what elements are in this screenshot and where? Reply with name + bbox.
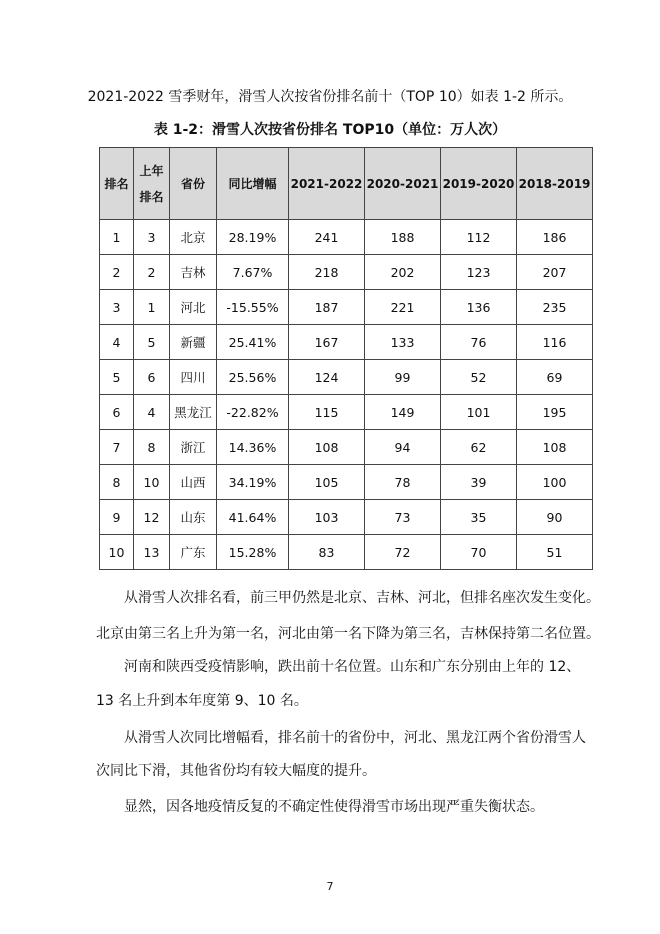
cell-2020-2021: 221 [365,290,441,325]
table-row [100,255,593,290]
cell-yoy: -22.82% [217,395,289,430]
cell-2019-2020: 76 [441,325,517,360]
paragraph-2-line-1: 河南和陕西受疫情影响，跌出前十名位置。山东和广东分别由上年的 12、 [124,659,581,675]
cell-province: 黑龙江 [170,395,217,430]
cell-rank: 3 [100,290,134,325]
table-row [100,220,593,255]
table-row [100,325,593,360]
cell-last-rank: 1 [134,290,170,325]
cell-province: 吉林 [170,255,217,290]
cell-yoy: 41.64% [217,500,289,535]
cell-yoy: 34.19% [217,465,289,500]
header-last-rank-line1: 上年 [139,163,164,178]
cell-2018-2019: 51 [517,535,593,570]
cell-2020-2021: 72 [365,535,441,570]
header-2021-2022: 2021-2022 [289,148,365,220]
cell-2021-2022: 108 [289,430,365,465]
cell-province: 四川 [170,360,217,395]
cell-2019-2020: 112 [441,220,517,255]
cell-2021-2022: 105 [289,465,365,500]
paragraph-2-line-2: 13 名上升到本年度第 9、10 名。 [96,693,308,709]
cell-last-rank: 5 [134,325,170,360]
cell-rank: 2 [100,255,134,290]
cell-2020-2021: 202 [365,255,441,290]
table-row [100,395,593,430]
cell-last-rank: 4 [134,395,170,430]
table-row [100,465,593,500]
cell-last-rank: 12 [134,500,170,535]
cell-2021-2022: 124 [289,360,365,395]
cell-rank: 4 [100,325,134,360]
cell-yoy: -15.55% [217,290,289,325]
cell-2018-2019: 207 [517,255,593,290]
cell-rank: 9 [100,500,134,535]
table-row [100,290,593,325]
cell-province: 山东 [170,500,217,535]
cell-2018-2019: 186 [517,220,593,255]
cell-last-rank: 8 [134,430,170,465]
cell-2018-2019: 116 [517,325,593,360]
cell-2018-2019: 195 [517,395,593,430]
cell-2018-2019: 100 [517,465,593,500]
cell-province: 河北 [170,290,217,325]
cell-yoy: 28.19% [217,220,289,255]
cell-province: 广东 [170,535,217,570]
cell-2020-2021: 78 [365,465,441,500]
table-row [100,430,593,465]
table-header-row [100,148,593,220]
header-2019-2020: 2019-2020 [441,148,517,220]
header-last-rank-line2: 排名 [139,189,164,204]
cell-2020-2021: 133 [365,325,441,360]
cell-2021-2022: 218 [289,255,365,290]
page-number: 7 [326,880,334,893]
cell-2020-2021: 73 [365,500,441,535]
cell-province: 浙江 [170,430,217,465]
cell-2021-2022: 103 [289,500,365,535]
header-last-rank [134,148,170,220]
header-yoy: 同比增幅 [217,148,289,220]
cell-2021-2022: 115 [289,395,365,430]
cell-2019-2020: 101 [441,395,517,430]
cell-rank: 10 [100,535,134,570]
cell-province: 新疆 [170,325,217,360]
cell-2019-2020: 70 [441,535,517,570]
cell-last-rank: 6 [134,360,170,395]
paragraph-3-line-1: 从滑雪人次同比增幅看，排名前十的省份中，河北、黑龙江两个省份滑雪人 [124,730,586,746]
cell-yoy: 14.36% [217,430,289,465]
cell-2018-2019: 235 [517,290,593,325]
cell-2018-2019: 90 [517,500,593,535]
ranking-table [99,147,593,570]
cell-2018-2019: 69 [517,360,593,395]
cell-last-rank: 10 [134,465,170,500]
cell-2019-2020: 52 [441,360,517,395]
intro-text: 2021-2022 雪季财年，滑雪人次按省份排名前十（TOP 10）如表 1-2 所示。 [87,89,573,105]
header-rank: 排名 [100,148,134,220]
paragraph-1-line-1: 从滑雪人次排名看，前三甲仍然是北京、吉林、河北，但排名座次发生变化。 [124,590,600,606]
cell-2021-2022: 187 [289,290,365,325]
table-row [100,535,593,570]
cell-2021-2022: 241 [289,220,365,255]
cell-yoy: 25.56% [217,360,289,395]
cell-province: 北京 [170,220,217,255]
cell-last-rank: 13 [134,535,170,570]
cell-2020-2021: 99 [365,360,441,395]
header-2020-2021: 2020-2021 [365,148,441,220]
cell-province: 山西 [170,465,217,500]
header-province: 省份 [170,148,217,220]
cell-2018-2019: 108 [517,430,593,465]
paragraph-3-line-2: 次同比下滑，其他省份均有较大幅度的提升。 [96,763,376,779]
cell-2019-2020: 62 [441,430,517,465]
cell-rank: 1 [100,220,134,255]
table-caption: 表 1-2：滑雪人次按省份排名 TOP10（单位：万人次） [153,122,507,138]
cell-yoy: 25.41% [217,325,289,360]
header-2018-2019: 2018-2019 [517,148,593,220]
cell-2020-2021: 149 [365,395,441,430]
paragraph-1-line-2: 北京由第三名上升为第一名，河北由第一名下降为第三名，吉林保持第二名位置。 [96,626,600,642]
cell-2020-2021: 188 [365,220,441,255]
paragraph-4-line-1: 显然，因各地疫情反复的不确定性使得滑雪市场出现严重失衡状态。 [124,799,544,815]
cell-yoy: 15.28% [217,535,289,570]
cell-2019-2020: 123 [441,255,517,290]
cell-2019-2020: 136 [441,290,517,325]
table-row [100,360,593,395]
cell-rank: 5 [100,360,134,395]
cell-last-rank: 3 [134,220,170,255]
cell-last-rank: 2 [134,255,170,290]
cell-rank: 8 [100,465,134,500]
cell-2021-2022: 167 [289,325,365,360]
cell-2021-2022: 83 [289,535,365,570]
cell-rank: 6 [100,395,134,430]
cell-2020-2021: 94 [365,430,441,465]
cell-rank: 7 [100,430,134,465]
cell-yoy: 7.67% [217,255,289,290]
table-row [100,500,593,535]
cell-2019-2020: 39 [441,465,517,500]
cell-2019-2020: 35 [441,500,517,535]
